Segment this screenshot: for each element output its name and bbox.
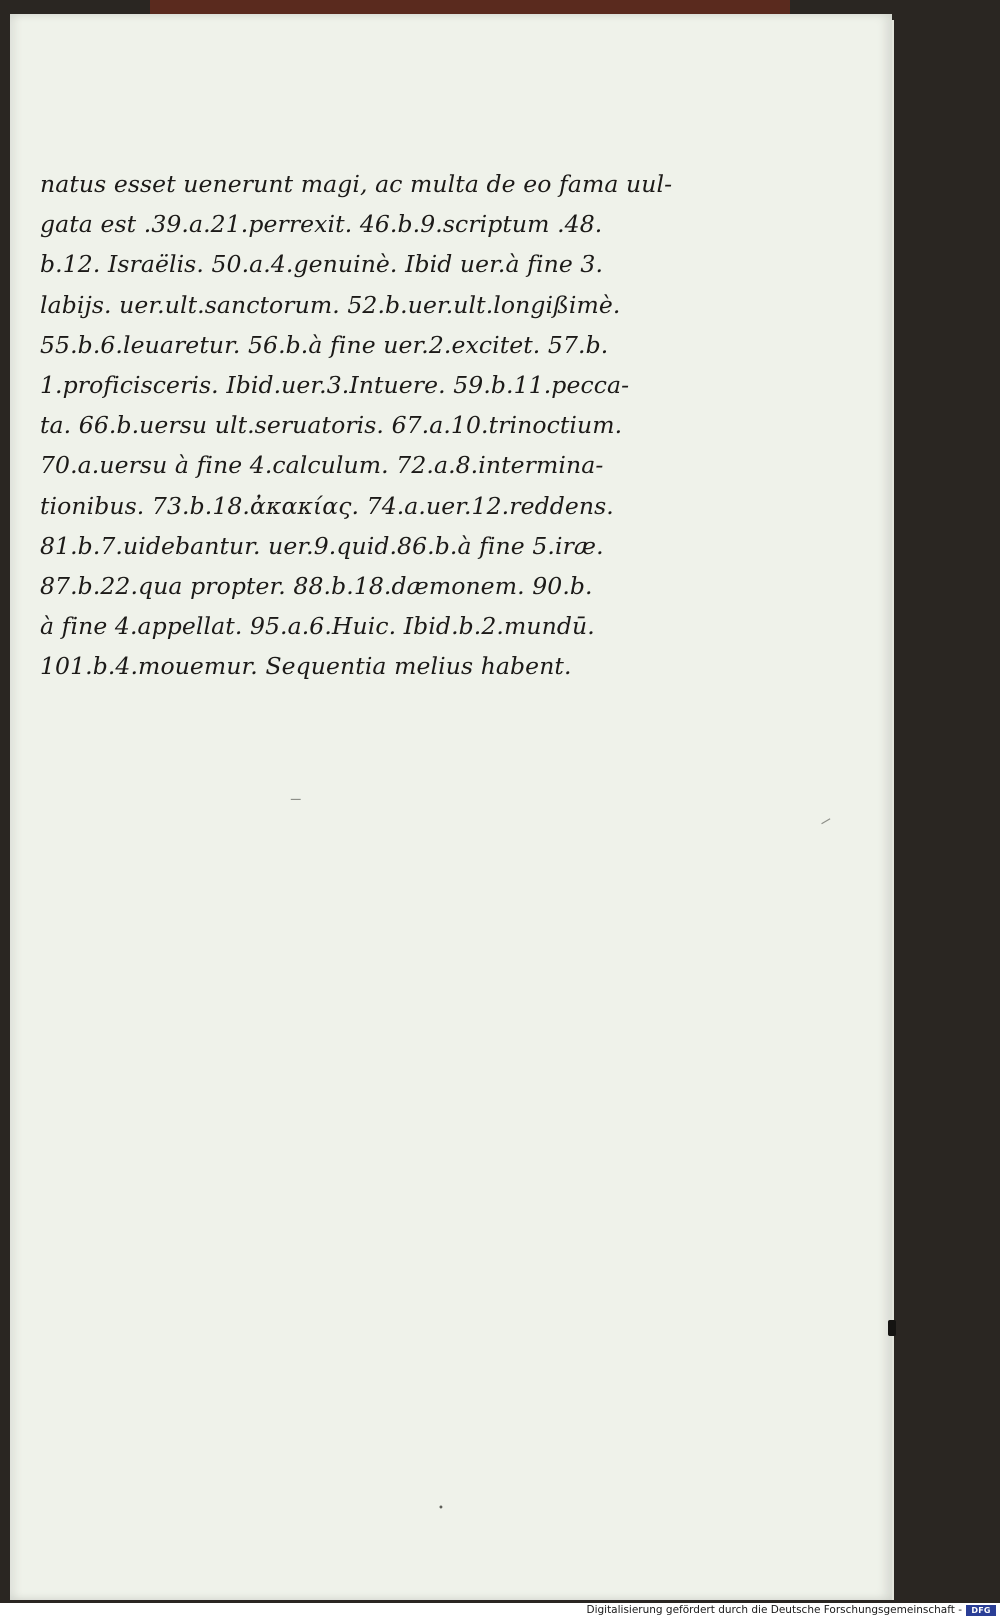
text-line: tionibus. 73.b.18.ἀκακίας. 74.a.uer.12.reddens. — [40, 491, 614, 520]
dfg-logo: DFG — [966, 1605, 996, 1616]
text-line: natus esset uenerunt magi, ac multa de eo fama uul- — [40, 170, 672, 198]
text-line: b.12. Israëlis. 50.a.4.genuinè. Ibid uer.à fine 3. — [40, 250, 604, 279]
paper-speck: ‒ — [290, 788, 302, 809]
text-line: 101.b.4.mouemur. Sequentia melius habent. — [40, 652, 572, 681]
footer-credit: Digitalisierung gefördert durch die Deutsche Forschungsgemeinschaft - — [586, 1604, 962, 1616]
errata-text — [40, 164, 672, 686]
paper-speck: ‒ — [815, 808, 836, 833]
text-line: 1.proficisceris. Ibid.uer.3.Intuere. 59.b.11.pecca- — [40, 370, 630, 399]
text-line: 55.b.6.leuaretur. 56.b.à fine uer.2.excitet. 57.b. — [40, 330, 609, 359]
paper-speck: • — [438, 1503, 444, 1514]
text-line: ta. 66.b.uersu ult.seruatoris. 67.a.10.trinoctium. — [40, 411, 623, 440]
text-line: 81.b.7.uidebantur. uer.9.quid.86.b.à fine 5.iræ. — [40, 531, 604, 560]
text-line: 87.b.22.qua propter. 88.b.18.dæmonem. 90.b. — [40, 571, 593, 600]
book-page — [10, 14, 892, 1600]
text-line: à fine 4.appellat. 95.a.6.Huic. Ibid.b.2.mundū. — [40, 612, 595, 641]
text-line: 70.a.uersu à fine 4.calculum. 72.a.8.intermina- — [40, 451, 604, 480]
text-line: gata est .39.a.21.perrexit. 46.b.9.scriptum .48. — [40, 210, 603, 239]
page-edge-tab — [888, 1320, 896, 1336]
text-line: labijs. uer.ult.sanctorum. 52.b.uer.ult.longißimè. — [40, 290, 621, 319]
